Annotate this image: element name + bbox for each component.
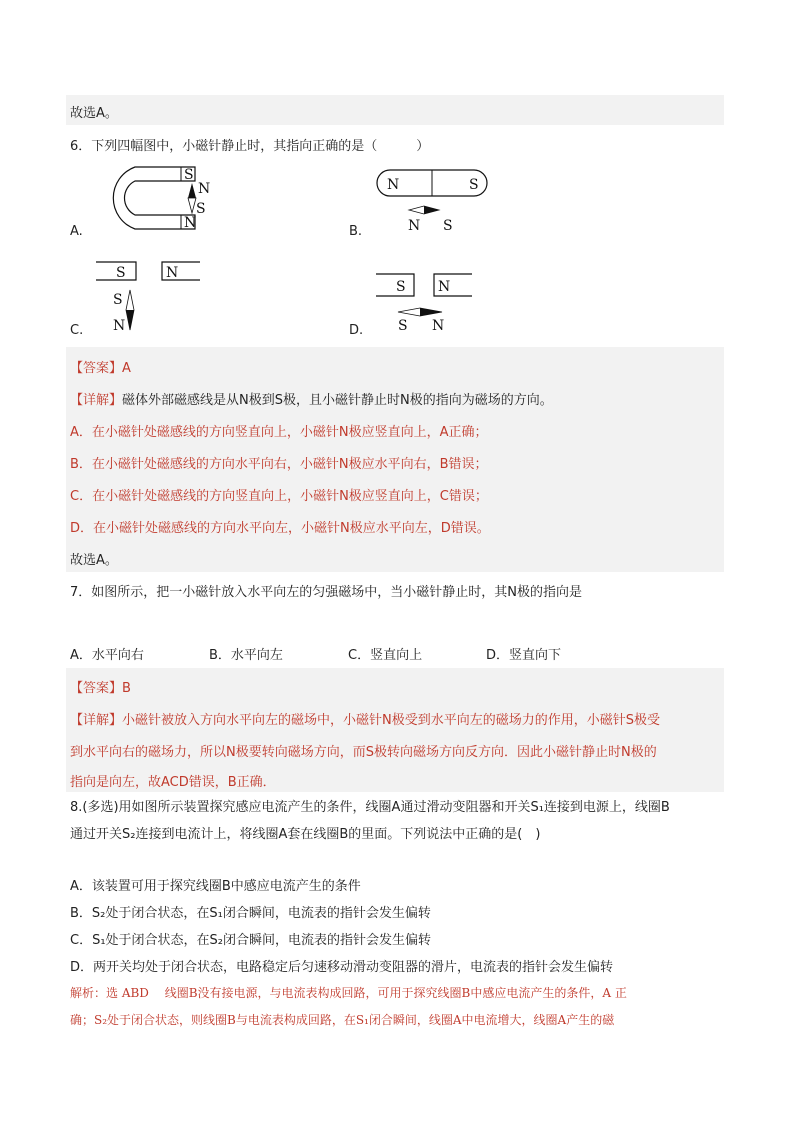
q5-conclusion: 故选A。 [70,106,118,121]
fig-c-left: S [116,265,126,281]
q6-answer-line [70,357,131,376]
answer-tag: 【答案】 [70,361,123,376]
q8-option-a: A．该装置可用于探究线圈B中感应电流产生的条件 [70,879,361,894]
fig-b-needle-n: N [408,218,421,234]
figure-d-magnets [374,272,484,337]
fig-c-right: N [166,265,179,281]
q6-option-c: C. [70,323,84,338]
fig-d-needle-left: S [398,318,408,334]
q8-stem-line-1: 8.(多选)用如图所示装置探究感应电流产生的条件，线圈A通过滑动变阻器和开关S₁连接到电源上，线圈B [70,800,670,815]
fig-a-bottom-letter: N [184,215,197,231]
detail-text: 小磁针被放入方向水平向左的磁场中，小磁针N极受到水平向左的磁场力的作用，小磁针S极受 [122,713,660,728]
q7-option-d: D．竖直向下 [486,648,562,663]
figure-c-magnets [94,260,214,335]
fig-c-needle-top: S [113,292,123,308]
fig-d-needle-right: N [432,318,445,334]
q6-analysis-b: B．在小磁针处磁感线的方向水平向右，小磁针N极应水平向右，B错误； [70,457,488,472]
q6-stem: 6．下列四幅图中，小磁针静止时，其指向正确的是（ ） [70,139,430,154]
fig-a-needle-light [188,198,196,213]
q7-option-a: A．水平向右 [70,648,144,663]
fig-d-right: N [438,279,451,295]
q7-option-b: B．水平向左 [209,648,283,663]
q7-detail-line-1 [70,709,660,728]
detail-tag: 【详解】 [70,713,123,728]
fig-a-needle-n: N [198,181,211,197]
detail-text: 磁体外部磁感线是从N极到S极，且小磁针静止时N极的指向为磁场的方向。 [122,393,553,408]
q8-analysis-line-2: 确；S₂处于闭合状态，则线圈B与电流表构成回路，在S₁闭合瞬间，线圈A中电流增大，线圈A产生的磁 [70,1013,615,1027]
q8-option-b: B．S₂处于闭合状态，在S₁闭合瞬间，电流表的指针会发生偏转 [70,906,431,921]
q6-detail-line [70,389,553,408]
q7-detail-line-2: 到水平向右的磁场力，所以N极要转向磁场方向，而S极转向磁场方向反方向．因此小磁针静止时N极的 [70,745,657,760]
q6-option-a: A. [70,224,83,239]
q6-analysis-d: D．在小磁针处磁感线的方向水平向左，小磁针N极应水平向左，D错误。 [70,521,490,536]
q7-option-c: C．竖直向上 [348,648,423,663]
fig-d-left: S [396,279,406,295]
figure-a-horseshoe-magnet [95,163,225,233]
figure-b-bar-magnet [375,168,495,238]
q6-conclusion: 故选A。 [70,553,118,568]
q8-analysis-line-1: 解析：选 ABD 线圈B没有接电源，与电流表构成回路，可用于探究线圈B中感应电流产生的条件，A 正 [70,986,627,1000]
fig-b-needle-s: S [443,218,453,234]
detail-tag: 【详解】 [70,393,123,408]
answer-value: B [122,681,131,696]
q6-option-d: D. [349,323,364,338]
q8-stem-line-2: 通过开关S₂连接到电流计上，将线圈A套在线圈B的里面。下列说法中正确的是( ) [70,827,541,842]
q6-option-b: B. [349,224,363,239]
answer-tag: 【答案】 [70,681,123,696]
q8-option-c: C．S₁处于闭合状态，在S₂闭合瞬间，电流表的指针会发生偏转 [70,933,432,948]
fig-a-top-letter: S [184,167,194,183]
q8-option-d: D．两开关均处于闭合状态，电路稳定后匀速移动滑动变阻器的滑片，电流表的指针会发生偏转 [70,960,614,975]
q7-detail-line-3: 指向是向左，故ACD错误，B正确． [70,775,276,790]
fig-b-right: S [469,177,479,193]
answer-value: A [122,361,131,376]
q6-analysis-c: C．在小磁针处磁感线的方向竖直向上，小磁针N极应竖直向上，C错误； [70,489,488,504]
q6-analysis-a: A．在小磁针处磁感线的方向竖直向上，小磁针N极应竖直向上，A正确； [70,425,488,440]
answer-block-bg [66,95,724,125]
fig-a-needle-s: S [196,201,206,217]
q7-answer-line [70,677,131,696]
fig-b-left: N [387,177,400,193]
fig-c-needle-bottom: N [113,318,126,334]
q7-stem: 7．如图所示，把一小磁针放入水平向左的匀强磁场中，当小磁针静止时，其N极的指向是 [70,585,582,600]
